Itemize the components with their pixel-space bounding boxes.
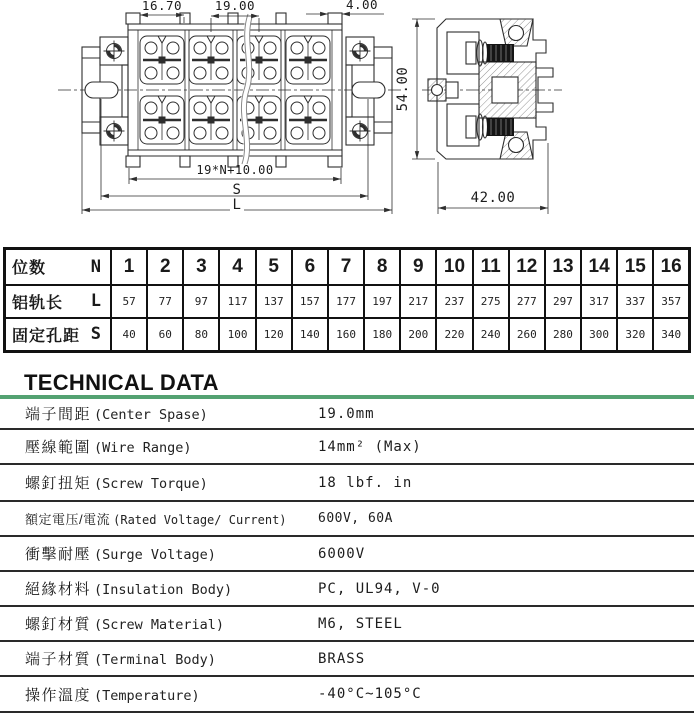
spec-row [0, 537, 694, 572]
l-value-cell: 117 [219, 285, 255, 318]
l-value-cell: 337 [617, 285, 653, 318]
spec-value: 600V, 60A [318, 511, 393, 526]
row-header-symbol: N [90, 256, 101, 277]
spec-row [0, 399, 694, 430]
table-row-s [5, 318, 690, 352]
terminal-cell [189, 96, 233, 144]
position-cell: 8 [364, 249, 400, 285]
spec-label [25, 403, 208, 424]
dim-width: 42.00 [470, 190, 516, 206]
spec-label-en: (Rated Voltage/ Current) [113, 512, 287, 527]
position-cell: 13 [545, 249, 581, 285]
spec-value: 18 lbf. in [318, 474, 413, 491]
l-value-cell: 137 [256, 285, 292, 318]
positions-row-header [5, 249, 112, 285]
l-value-cell: 157 [292, 285, 328, 318]
bracket-screw-icon [350, 121, 371, 142]
spec-label-en: (Wire Range) [94, 440, 192, 456]
s-value-cell: 260 [509, 318, 545, 352]
spec-label [25, 543, 216, 564]
bracket-screw-icon [350, 41, 371, 62]
table-row-l [5, 285, 690, 318]
spec-label-cn: 螺釘扭矩 [25, 475, 92, 492]
spec-label [25, 436, 192, 457]
terminal-cell [286, 36, 330, 84]
spec-label-en: (Terminal Body) [94, 652, 216, 668]
spec-label-cn: 端子間距 [25, 406, 92, 423]
position-cell: 10 [436, 249, 472, 285]
position-cell: 11 [473, 249, 509, 285]
spec-row [0, 502, 694, 537]
dim-mount-formula: 19*N+10.00 [196, 163, 274, 177]
s-value-cell: 240 [473, 318, 509, 352]
spec-label-en: (Surge Voltage) [94, 547, 216, 563]
mount-slot-left [85, 82, 118, 98]
spec-label [25, 648, 216, 669]
spec-label-en: (Center Spase) [94, 407, 208, 423]
dim-pitch: 19.00 [214, 0, 256, 13]
s-value-cell: 140 [292, 318, 328, 352]
dim-height: 54.00 [395, 66, 411, 112]
l-value-cell: 217 [400, 285, 436, 318]
spec-label-cn: 端子材質 [25, 651, 92, 668]
s-row-header [5, 318, 112, 352]
technical-drawing [0, 0, 694, 240]
position-cell: 7 [328, 249, 364, 285]
s-value-cell: 180 [364, 318, 400, 352]
spec-label-cn: 壓線範圍 [25, 439, 92, 456]
l-value-cell: 197 [364, 285, 400, 318]
spec-label [25, 472, 208, 493]
dim-end-post: 4.00 [345, 0, 379, 12]
bracket-screw-icon [104, 41, 125, 62]
position-cell: 3 [183, 249, 219, 285]
terminal-cell [189, 36, 233, 84]
s-value-cell: 120 [256, 318, 292, 352]
dim-pole-width: 16.70 [141, 0, 183, 13]
position-cell: 1 [111, 249, 147, 285]
position-cell: 14 [581, 249, 617, 285]
terminal-cell [286, 96, 330, 144]
spec-value: -40°C~105°C [318, 686, 422, 702]
row-header-label: 位数 [12, 260, 47, 278]
bracket-screw-icon [104, 121, 125, 142]
l-value-cell: 277 [509, 285, 545, 318]
spec-row [0, 677, 694, 713]
dim-hole-span: S [232, 182, 242, 198]
spec-label-en: (Screw Torque) [94, 476, 208, 492]
l-value-cell: 177 [328, 285, 364, 318]
spec-label [25, 613, 224, 634]
spec-label [25, 684, 200, 705]
spec-label-cn: 操作溫度 [25, 686, 92, 704]
l-value-cell: 297 [545, 285, 581, 318]
l-value-cell: 57 [111, 285, 147, 318]
spec-row [0, 430, 694, 465]
l-value-cell: 275 [473, 285, 509, 318]
table-row-positions [5, 249, 690, 285]
position-cell: 15 [617, 249, 653, 285]
position-cell: 2 [147, 249, 183, 285]
terminal-cell [140, 36, 184, 84]
spec-row [0, 642, 694, 677]
row-header-symbol: L [90, 291, 101, 311]
position-cell: 4 [219, 249, 255, 285]
terminal-cell [140, 96, 184, 144]
s-value-cell: 40 [111, 318, 147, 352]
spec-row [0, 607, 694, 642]
s-value-cell: 340 [653, 318, 689, 352]
position-cell: 16 [653, 249, 689, 285]
s-value-cell: 220 [436, 318, 472, 352]
spec-value: PC, UL94, V-0 [318, 580, 441, 597]
spec-value: 14mm² (Max) [318, 438, 422, 455]
spec-value: M6, STEEL [318, 615, 403, 632]
l-value-cell: 97 [183, 285, 219, 318]
spec-label-en: (Temperature) [94, 687, 200, 704]
row-header-label: 铝轨长 [12, 294, 64, 312]
spec-label-cn: 螺釘材質 [25, 616, 92, 633]
position-cell: 6 [292, 249, 328, 285]
s-value-cell: 80 [183, 318, 219, 352]
s-value-cell: 200 [400, 318, 436, 352]
s-value-cell: 100 [219, 318, 255, 352]
section-title: TECHNICAL DATA [24, 370, 219, 395]
l-value-cell: 357 [653, 285, 689, 318]
spec-table [0, 399, 694, 713]
spec-row [0, 572, 694, 607]
position-cell: 5 [256, 249, 292, 285]
spec-label [25, 578, 232, 599]
spec-label-cn: 絕緣材料 [25, 581, 92, 598]
dim-total-length: L [232, 197, 242, 213]
l-value-cell: 77 [147, 285, 183, 318]
front-view [58, 0, 404, 214]
spec-label-en: (Screw Material) [94, 617, 225, 633]
row-header-label: 固定孔距 [12, 327, 81, 345]
position-cell: 12 [509, 249, 545, 285]
spec-value: 6000V [318, 545, 366, 562]
row-header-symbol: S [90, 324, 101, 345]
spec-label-en: (Insulation Body) [94, 582, 233, 598]
size-table [3, 247, 691, 353]
s-value-cell: 320 [617, 318, 653, 352]
s-value-cell: 160 [328, 318, 364, 352]
l-value-cell: 237 [436, 285, 472, 318]
spec-label [25, 509, 287, 529]
spec-row [0, 465, 694, 502]
s-value-cell: 280 [545, 318, 581, 352]
spec-value: BRASS [318, 650, 366, 667]
terminal-cell [237, 36, 281, 84]
l-row-header [5, 285, 112, 318]
s-value-cell: 60 [147, 318, 183, 352]
l-value-cell: 317 [581, 285, 617, 318]
spec-label-cn: 額定電压/電流 [25, 511, 111, 527]
side-view [395, 19, 562, 214]
mount-slot-right [352, 82, 385, 98]
spec-label-cn: 衝擊耐壓 [25, 546, 92, 563]
spec-value: 19.0mm [318, 405, 375, 422]
position-cell: 9 [400, 249, 436, 285]
s-value-cell: 300 [581, 318, 617, 352]
